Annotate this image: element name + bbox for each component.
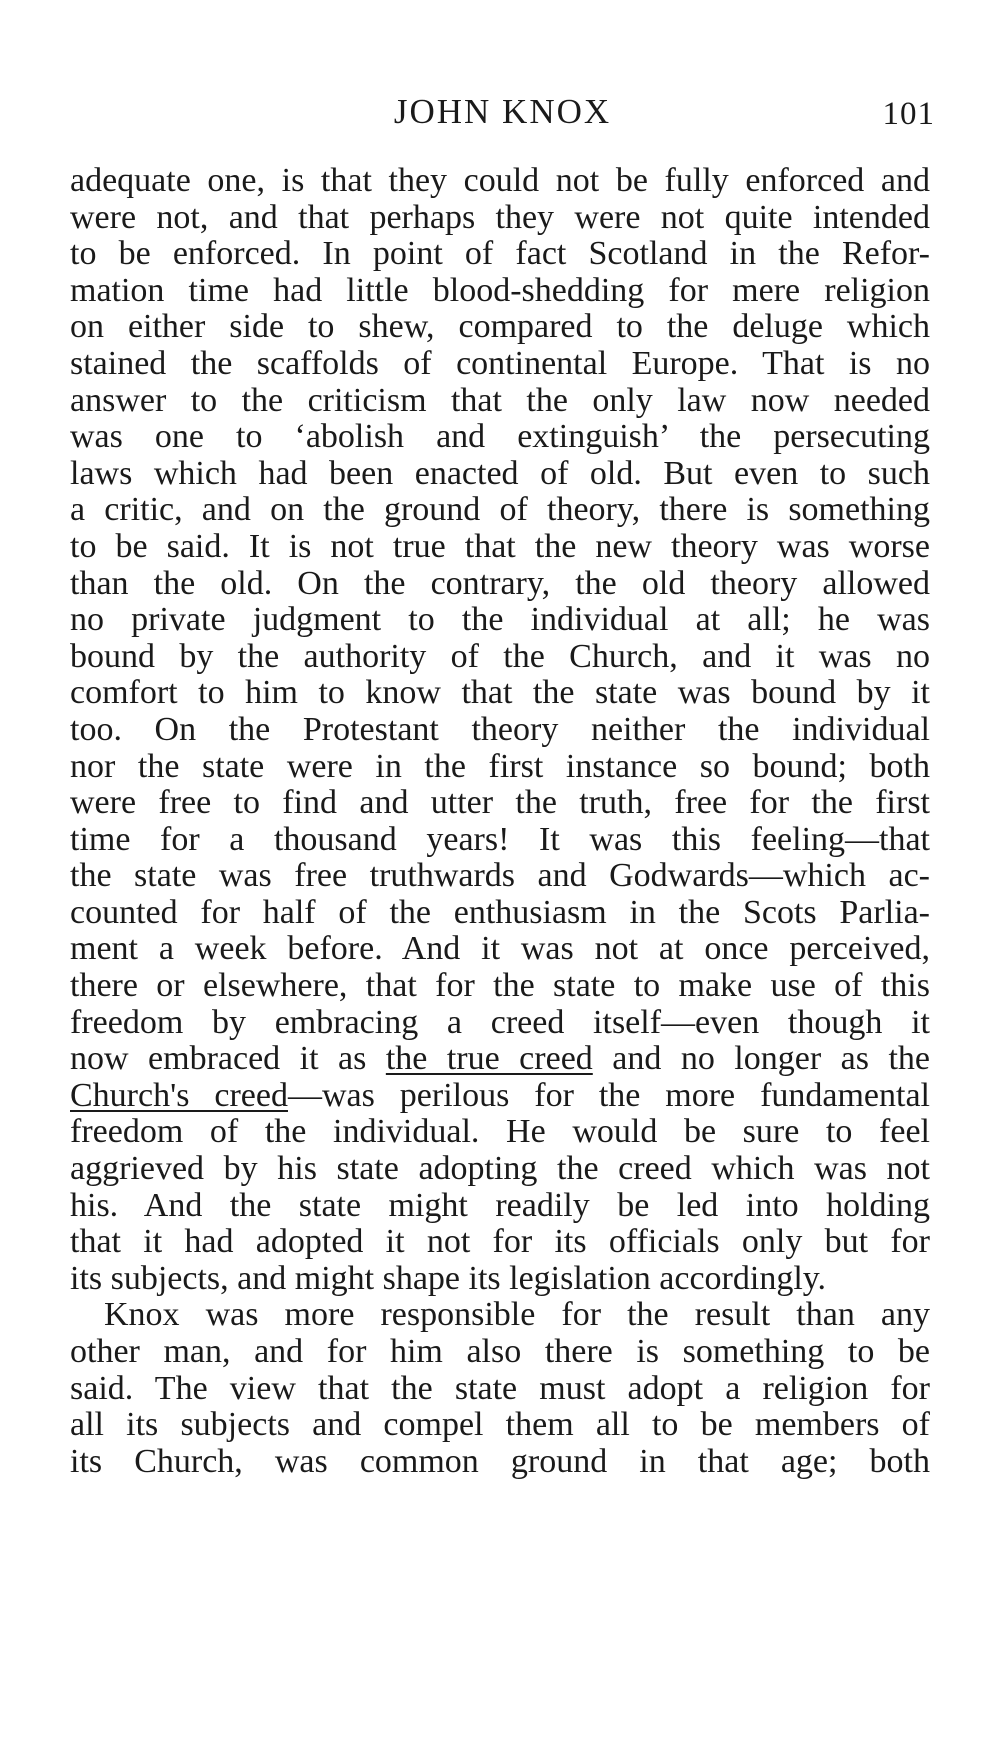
text-line: laws which had been enacted of old. But even to such [70, 454, 930, 492]
text-segment: —was perilous for the more fundamental [287, 1076, 931, 1114]
text-line: a critic, and on the ground of theory, there is something [70, 491, 930, 529]
text-line: the state was free truthwards and Godwards—which ac- [70, 857, 930, 895]
text-line: answer to the criticism that the only law now needed [70, 381, 930, 419]
text-line: aggrieved by his state adopting the creed which was not [70, 1150, 930, 1188]
text-line: was one to ‘abolish and extinguish’ the persecuting [70, 418, 930, 456]
text-line: too. On the Protestant theory neither the individual [70, 710, 930, 748]
text-line: were free to find and utter the truth, free for the first [70, 784, 930, 822]
text-line: were not, and that perhaps they were not quite intended [70, 198, 930, 236]
text-line: its subjects, and might shape its legislation accordingly. [70, 1259, 827, 1297]
paragraph-1 [70, 163, 930, 1297]
text-line: that it had adopted it not for its officials only but for [70, 1223, 930, 1261]
text-line: than the old. On the contrary, the old theory allowed [70, 564, 930, 602]
text-line-annotated [70, 1041, 930, 1078]
text-line: bound by the authority of the Church, and it was no [70, 637, 930, 675]
text-line: ment a week before. And it was not at once perceived, [70, 930, 930, 968]
text-line: time for a thousand years! It was this feeling—that [70, 820, 930, 858]
paragraph-2 [70, 1297, 930, 1480]
text-segment: and no longer as the [592, 1040, 930, 1078]
page-number: 101 [882, 96, 935, 132]
text-line: mation time had little blood-shedding for mere religion [70, 271, 930, 309]
text-line: to be enforced. In point of fact Scotland in the Refor- [70, 235, 930, 273]
text-line: there or elsewhere, that for the state to make use of this [70, 967, 930, 1005]
text-line: on either side to shew, compared to the deluge which [70, 308, 930, 346]
text-line: freedom by embracing a creed itself—even though it [70, 1003, 930, 1041]
text-line: nor the state were in the first instance so bound; both [70, 747, 930, 785]
text-line: adequate one, is that they could not be fully enforced and [70, 162, 930, 199]
text-line: his. And the state might readily be led into holding [70, 1186, 930, 1224]
text-line: its Church, was common ground in that age; both [70, 1442, 930, 1480]
running-title: JOHN KNOX [393, 92, 612, 131]
text-segment: now embraced it as [70, 1040, 386, 1078]
text-line: said. The view that the state must adopt a religion for [70, 1369, 930, 1407]
text-line: all its subjects and compel them all to be members of [70, 1406, 930, 1444]
text-line: comfort to him to know that the state was bound by it [70, 674, 930, 712]
text-line: Knox was more responsible for the result than any [104, 1296, 930, 1334]
text-line-annotated [70, 1078, 930, 1115]
underlined-phrase: the true creed [385, 1040, 593, 1078]
text-line: to be said. It is not true that the new theory was worse [70, 527, 930, 565]
text-line: other man, and for him also there is something to be [70, 1333, 930, 1370]
text-line: counted for half of the enthusiasm in the Scots Parlia- [70, 893, 930, 931]
running-head [70, 92, 935, 142]
text-line: no private judgment to the individual at all; he was [70, 601, 930, 639]
text-line: freedom of the individual. He would be sure to feel [70, 1113, 930, 1151]
text-line: stained the scaffolds of continental Europe. That is no [70, 344, 930, 382]
body-text [70, 163, 930, 1480]
underlined-phrase: Church's creed [70, 1076, 288, 1114]
